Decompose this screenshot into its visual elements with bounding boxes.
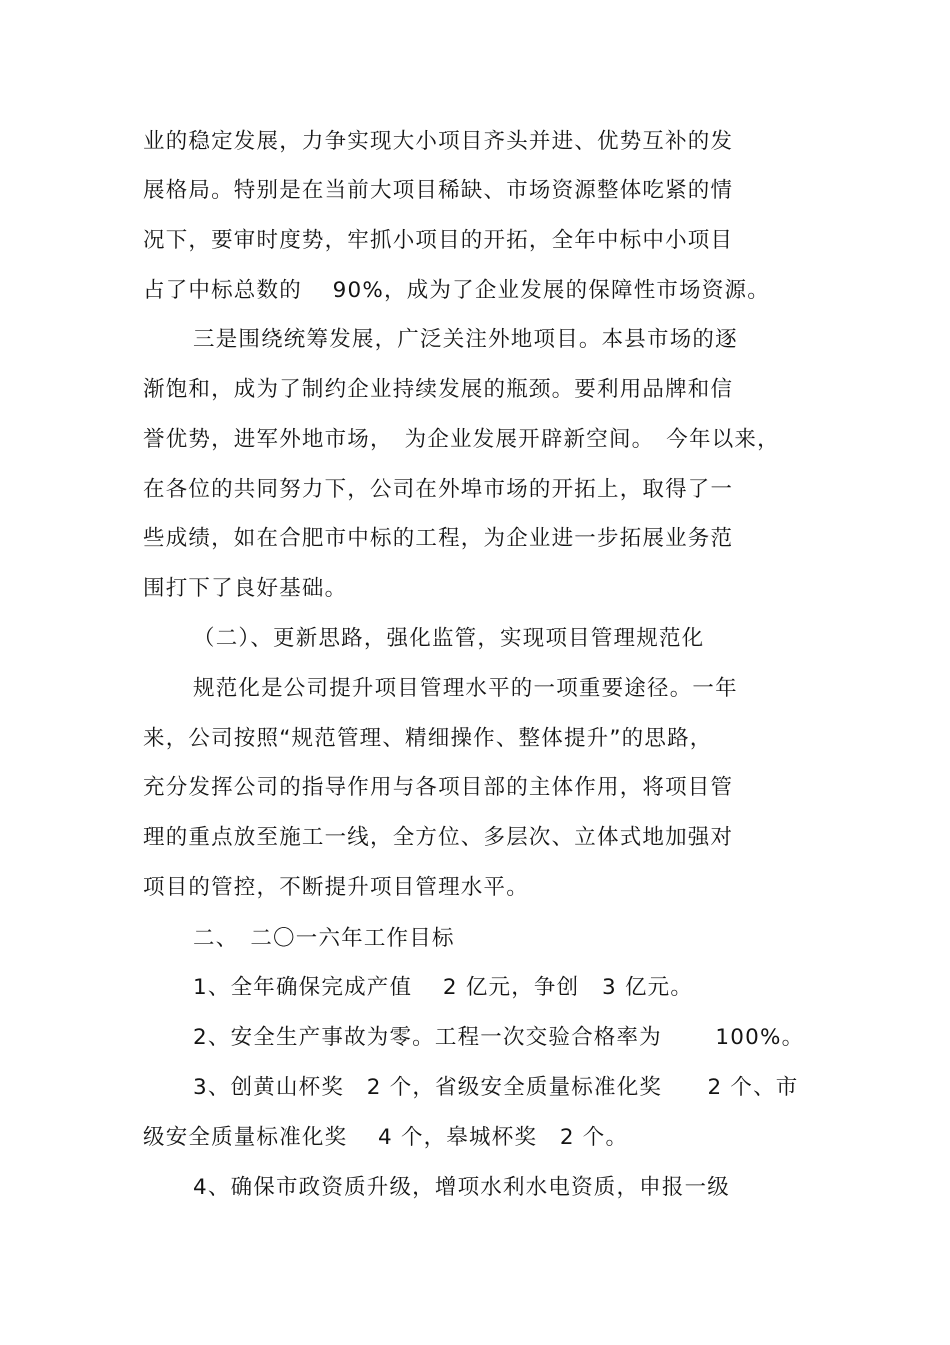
text-line: 占了中标总数的 90%，成为了企业发展的保障性市场资源。 <box>143 278 770 303</box>
text-line: 来，公司按照“规范管理、精细操作、整体提升”的思路， <box>143 726 713 751</box>
goal-item: 1、全年确保完成产值 2 亿元，争创 3 亿元。 <box>193 975 694 1000</box>
text-line: 誉优势，进军外地市场， 为企业发展开辟新空间。 今年以来， <box>143 427 780 452</box>
text-line: 展格局。特别是在当前大项目稀缺、市场资源整体吃紧的情 <box>143 178 734 203</box>
text-line: 业的稳定发展，力争实现大小项目齐头并进、优势互补的发 <box>143 129 734 154</box>
goal-item: 2、安全生产事故为零。工程一次交验合格率为 100%。 <box>193 1025 805 1050</box>
text-line: 级安全质量标准化奖 4 个，皋城杯奖 2 个。 <box>143 1125 629 1150</box>
text-line: 些成绩，如在合肥市中标的工程，为企业进一步拓展业务范 <box>143 526 734 551</box>
text-line: 项目的管控，不断提升项目管理水平。 <box>143 875 529 900</box>
section-heading: 二、 二〇一六年工作目标 <box>193 926 455 951</box>
paragraph-start-line: 三是围绕统筹发展，广泛关注外地项目。本县市场的逐 <box>193 327 738 352</box>
section-heading: （二）、更新思路，强化监管，实现项目管理规范化 <box>193 626 705 651</box>
goal-item: 4、确保市政资质升级，增项水利水电资质，申报一级 <box>193 1175 730 1200</box>
paragraph-start-line: 规范化是公司提升项目管理水平的一项重要途径。一年 <box>193 676 738 701</box>
text-line: 渐饱和，成为了制约企业持续发展的瓶颈。要利用品牌和信 <box>143 377 734 402</box>
goal-item: 3、创黄山杯奖 2 个，省级安全质量标准化奖 2 个、市 <box>193 1075 799 1100</box>
text-line: 围打下了良好基础。 <box>143 576 348 601</box>
text-line: 况下，要审时度势，牢抓小项目的开拓，全年中标中小项目 <box>143 228 734 253</box>
text-line: 理的重点放至施工一线，全方位、多层次、立体式地加强对 <box>143 825 734 850</box>
text-line: 在各位的共同努力下，公司在外埠市场的开拓上，取得了一 <box>143 477 734 502</box>
text-line: 充分发挥公司的指导作用与各项目部的主体作用，将项目管 <box>143 775 734 800</box>
